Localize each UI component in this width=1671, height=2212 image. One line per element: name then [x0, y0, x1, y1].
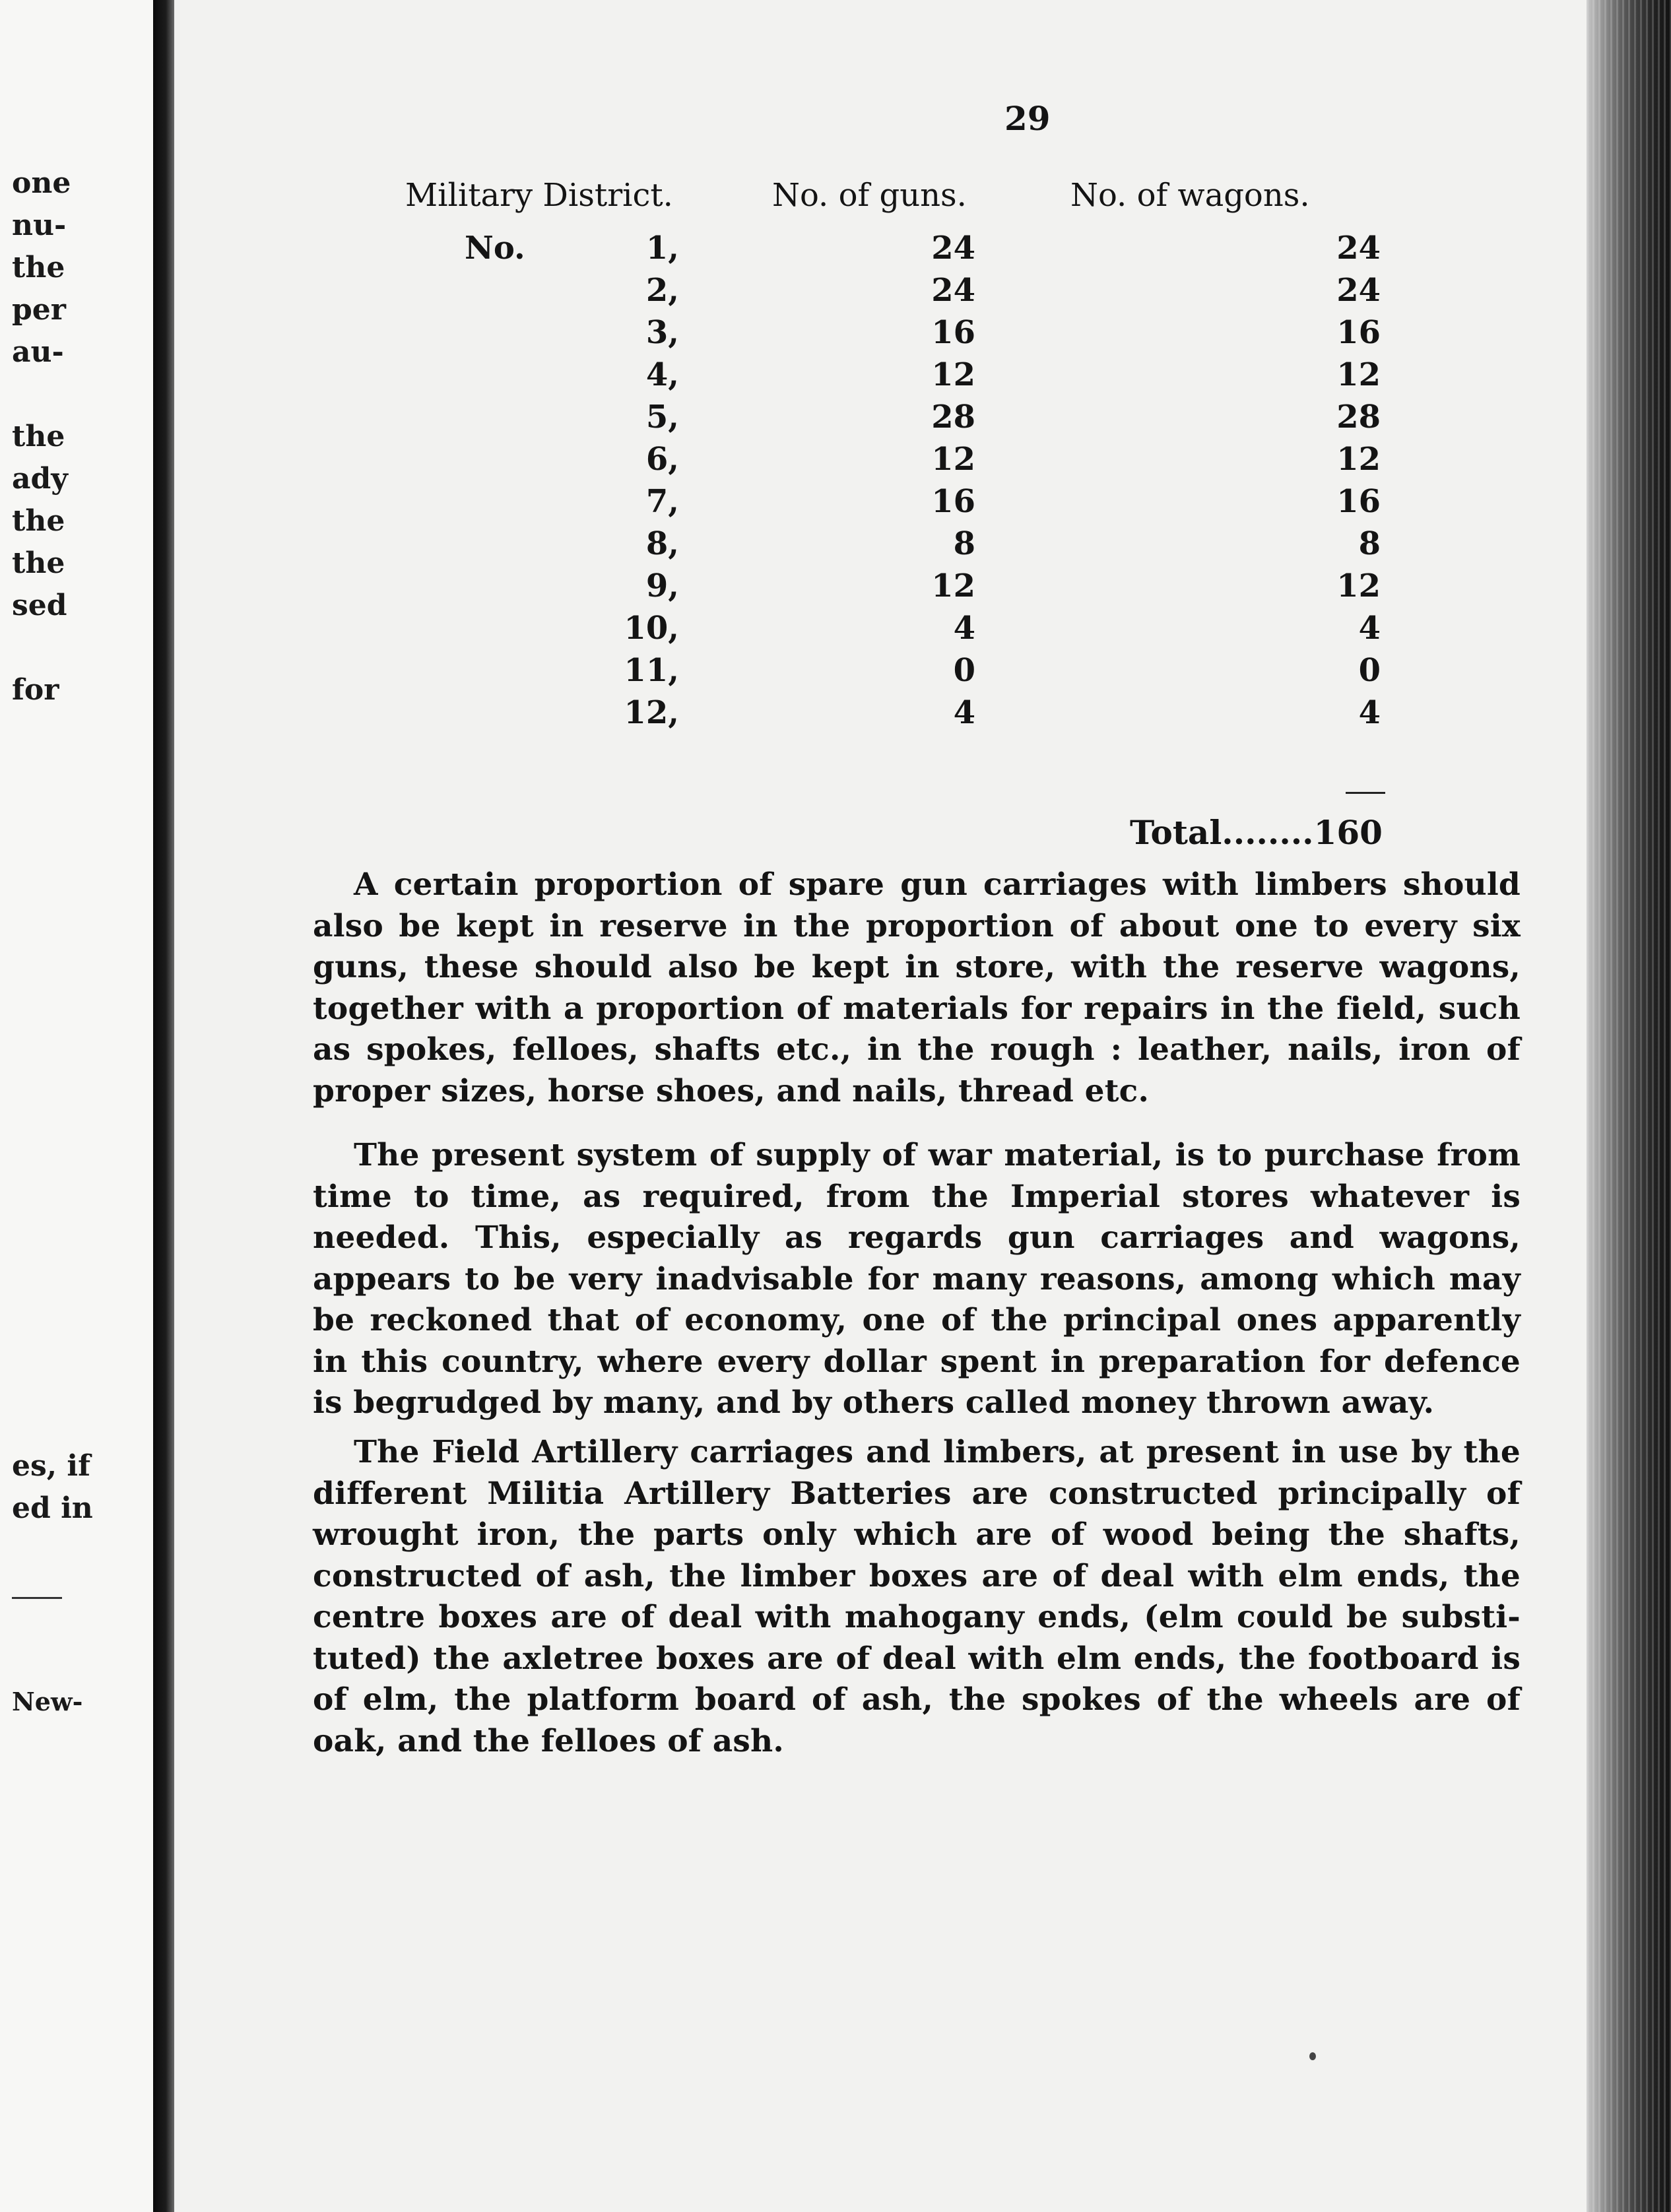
- cell-district: 7,: [645, 483, 679, 520]
- text-line: time to time, as required, from the Imperial stores whatever is: [313, 1178, 1521, 1215]
- left-fragment: the: [12, 251, 65, 284]
- cell-district: 12,: [624, 694, 679, 731]
- left-divider: [12, 1597, 62, 1599]
- paragraph: [313, 864, 1521, 1112]
- text-line: as spokes, felloes, shafts etc., in the rough : leather, nails, iron of: [313, 1031, 1521, 1068]
- cell-wagons: 28: [1336, 399, 1381, 436]
- left-fragment: per: [12, 293, 66, 327]
- page-number: 29: [1004, 99, 1051, 138]
- text-line: oak, and the felloes of ash.: [313, 1722, 784, 1759]
- district-prefix: No.: [465, 230, 525, 267]
- table-row: [174, 314, 1587, 356]
- text-line: of elm, the platform board of ash, the spokes of the wheels are of: [313, 1681, 1521, 1718]
- main-page: [174, 0, 1587, 2212]
- text-line: tuted) the axletree boxes are of deal with elm ends, the footboard is: [313, 1640, 1521, 1677]
- table-row: [174, 356, 1587, 399]
- cell-wagons: 12: [1336, 356, 1381, 393]
- cell-wagons: 16: [1336, 483, 1381, 520]
- left-fragment: one: [12, 166, 71, 200]
- cell-district: 3,: [645, 314, 679, 351]
- table-row: [174, 483, 1587, 525]
- facing-page-left: [0, 0, 153, 2212]
- text-line: The present system of supply of war material, is to purchase from: [354, 1137, 1521, 1173]
- table-row: [174, 272, 1587, 314]
- cell-guns: 12: [931, 356, 975, 393]
- cell-district: 4,: [645, 356, 679, 393]
- left-fragment: sed: [12, 589, 67, 622]
- text-line: The Field Artillery carriages and limbers, at present in use by the: [354, 1434, 1521, 1470]
- cell-guns: 0: [953, 652, 975, 689]
- table-row: [174, 568, 1587, 610]
- table-row: [174, 525, 1587, 568]
- header-no-of-guns: No. of guns.: [772, 177, 967, 214]
- cell-wagons: 24: [1336, 230, 1381, 267]
- cell-guns: 24: [931, 272, 975, 309]
- text-line: needed. This, especially as regards gun carriages and wagons,: [313, 1220, 1521, 1256]
- text-line: in this country, where every dollar spent in preparation for defence: [313, 1343, 1521, 1380]
- text-line: is begrudged by many, and by others called money thrown away.: [313, 1384, 1435, 1421]
- table-row: [174, 230, 1587, 272]
- left-fragment: the: [12, 420, 65, 453]
- table-row: [174, 694, 1587, 736]
- table-row: [174, 399, 1587, 441]
- cell-guns: 16: [931, 483, 975, 520]
- header-military-district: Military District.: [405, 177, 673, 214]
- cell-district: 8,: [645, 525, 679, 562]
- text-line: centre boxes are of deal with mahogany ends, (elm could be substi-: [313, 1599, 1521, 1635]
- text-line: constructed of ash, the limber boxes are of deal with elm ends, the: [313, 1557, 1521, 1594]
- cell-wagons: 4: [1358, 694, 1381, 731]
- left-fragment: the: [12, 504, 65, 538]
- cell-guns: 4: [953, 610, 975, 647]
- cell-wagons: 16: [1336, 314, 1381, 351]
- table-row: [174, 441, 1587, 483]
- page-edge-right: [1587, 0, 1671, 2212]
- table-row: [174, 610, 1587, 652]
- cell-wagons: 12: [1336, 568, 1381, 604]
- cell-wagons: 12: [1336, 441, 1381, 478]
- cell-guns: 24: [931, 230, 975, 267]
- left-fragment: the: [12, 546, 65, 580]
- page-gutter: [153, 0, 174, 2212]
- cell-wagons: 0: [1358, 652, 1381, 689]
- text-line: proper sizes, horse shoes, and nails, thread etc.: [313, 1072, 1150, 1109]
- text-line: wrought iron, the parts only which are of wood being the shafts,: [313, 1516, 1521, 1553]
- ink-speck: [1309, 2052, 1316, 2060]
- left-fragment: ed in: [12, 1491, 93, 1525]
- left-fragment: ady: [12, 462, 68, 496]
- paragraph: [313, 1135, 1521, 1424]
- cell-guns: 4: [953, 694, 975, 731]
- paragraph: [313, 1432, 1521, 1762]
- header-no-of-wagons: No. of wagons.: [1070, 177, 1310, 214]
- text-line: also be kept in reserve in the proportion of about one to every six: [313, 907, 1521, 944]
- left-fragment: au-: [12, 335, 64, 369]
- table-row: [174, 652, 1587, 694]
- left-fragment: New-: [12, 1687, 83, 1716]
- cell-guns: 12: [931, 441, 975, 478]
- cell-wagons: 24: [1336, 272, 1381, 309]
- left-fragment: nu-: [12, 209, 67, 242]
- cell-district: 9,: [645, 568, 679, 604]
- cell-guns: 12: [931, 568, 975, 604]
- cell-district: 6,: [645, 441, 679, 478]
- text-line: different Militia Artillery Batteries are constructed principally of: [313, 1475, 1521, 1512]
- text-line: A certain proportion of spare gun carriages with limbers should: [354, 866, 1521, 903]
- total-rule: [1346, 792, 1385, 794]
- cell-district: 10,: [624, 610, 679, 647]
- total-row: Total........160: [1130, 813, 1383, 852]
- cell-district: 2,: [645, 272, 679, 309]
- text-line: be reckoned that of economy, one of the principal ones apparently: [313, 1302, 1521, 1338]
- cell-guns: 16: [931, 314, 975, 351]
- text-line: together with a proportion of materials for repairs in the field, such: [313, 990, 1521, 1027]
- text-line: guns, these should also be kept in store, with the reserve wagons,: [313, 949, 1521, 985]
- left-fragment: es, if: [12, 1449, 91, 1483]
- text-line: appears to be very inadvisable for many reasons, among which may: [313, 1260, 1521, 1297]
- cell-guns: 8: [953, 525, 975, 562]
- left-fragment: for: [12, 673, 59, 707]
- cell-district: 11,: [624, 652, 679, 689]
- cell-district: 5,: [645, 399, 679, 436]
- cell-wagons: 4: [1358, 610, 1381, 647]
- cell-district: 1,: [645, 230, 679, 267]
- cell-guns: 28: [931, 399, 975, 436]
- cell-wagons: 8: [1358, 525, 1381, 562]
